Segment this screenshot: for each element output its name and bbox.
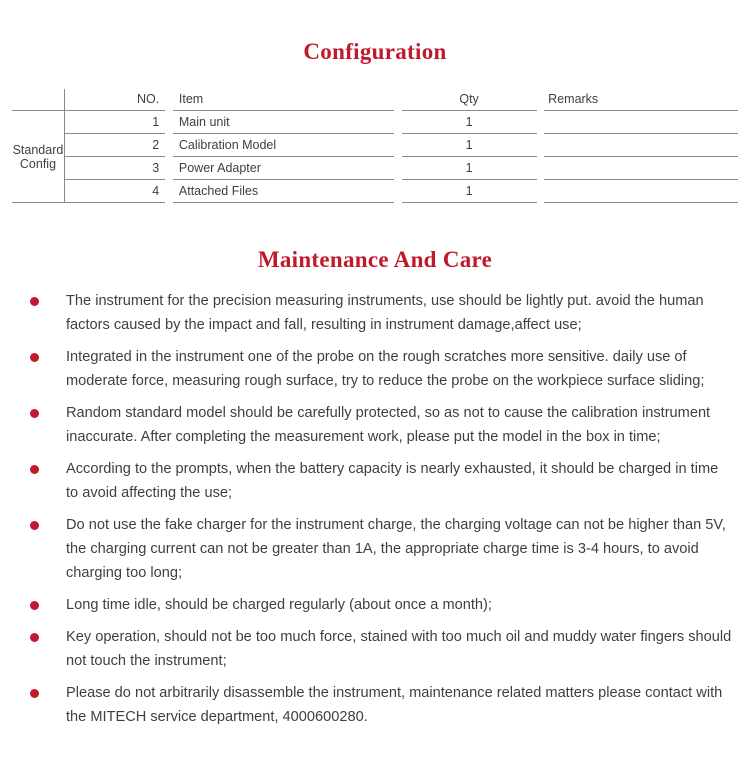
table-header-row (12, 89, 738, 111)
list-item-text: The instrument for the precision measuring instruments, use should be lightly put. avoid the human factors caused by the impact and fall, resulting in instrument damage,affect use; (66, 292, 704, 333)
list-item (24, 625, 734, 673)
spacer (537, 89, 545, 111)
spacer (165, 180, 173, 203)
bullet-icon (30, 465, 39, 474)
cell-no: 2 (64, 134, 165, 157)
spacer (394, 89, 402, 111)
header-no: NO. (64, 89, 165, 111)
cell-remarks (544, 157, 738, 180)
table-row (12, 134, 738, 157)
header-qty: Qty (402, 89, 537, 111)
cell-item: Attached Files (173, 180, 394, 203)
spacer (165, 157, 173, 180)
cell-no: 4 (64, 180, 165, 203)
list-item-text: According to the prompts, when the battery capacity is nearly exhausted, it should be charged in time to avoid affecting the use; (66, 460, 719, 501)
table-row (12, 157, 738, 180)
cell-qty: 1 (402, 111, 537, 134)
table-row (12, 111, 738, 134)
list-item (24, 681, 734, 729)
cell-qty: 1 (402, 157, 537, 180)
list-item (24, 593, 734, 617)
list-item-text: Integrated in the instrument one of the probe on the rough scratches more sensitive. daily use of moderate force, measuring rough surface, try to reduce the probe on the workpiece surface sliding; (66, 348, 705, 389)
row-group-label-line2: Config (19, 156, 57, 171)
list-item (24, 457, 734, 505)
table-row (12, 180, 738, 203)
cell-item: Main unit (173, 111, 394, 134)
spacer (537, 111, 545, 134)
configuration-table (12, 89, 738, 203)
cell-no: 1 (64, 111, 165, 134)
header-remarks: Remarks (544, 89, 738, 111)
list-item (24, 289, 734, 337)
bullet-icon (30, 521, 39, 530)
maintenance-list (0, 289, 750, 729)
row-group-label-line1: Standard (12, 142, 64, 157)
list-item-text: Do not use the fake charger for the instrument charge, the charging voltage can not be higher than 5V, the charging current can not be greater than 1A, the appropriate charge time is 3-4 hours, to avoid charging too long; (66, 516, 726, 581)
list-item (24, 513, 734, 585)
list-item-text: Long time idle, should be charged regularly (about once a month); (66, 596, 492, 613)
row-group-label (12, 111, 64, 203)
list-item-text: Key operation, should not be too much force, stained with too much oil and muddy water fingers should not touch the instrument; (66, 628, 732, 669)
bullet-icon (30, 689, 39, 698)
cell-qty: 1 (402, 180, 537, 203)
bullet-icon (30, 297, 39, 306)
cell-remarks (544, 111, 738, 134)
configuration-table-wrap (0, 89, 750, 203)
spacer (537, 157, 545, 180)
header-group-label-blank (12, 89, 64, 111)
spacer (394, 180, 402, 203)
cell-remarks (544, 134, 738, 157)
cell-remarks (544, 180, 738, 203)
spacer (165, 111, 173, 134)
list-item (24, 345, 734, 393)
header-item: Item (173, 89, 394, 111)
spacer (165, 89, 173, 111)
spacer (394, 157, 402, 180)
cell-no: 3 (64, 157, 165, 180)
maintenance-heading: Maintenance And Care (257, 247, 493, 273)
bullet-icon (30, 601, 39, 610)
list-item-text: Random standard model should be carefully protected, so as not to cause the calibration instrument inaccurate. After completing the measurement work, please put the model in the box in time; (66, 404, 711, 445)
spacer (165, 134, 173, 157)
document-page (0, 15, 750, 770)
list-item (24, 401, 734, 449)
spacer (394, 111, 402, 134)
bullet-icon (30, 409, 39, 418)
spacer (394, 134, 402, 157)
configuration-heading: Configuration (303, 39, 447, 65)
spacer (537, 180, 545, 203)
list-item-text: Please do not arbitrarily disassemble the instrument, maintenance related matters please contact with the MITECH service department, 4000600280. (66, 684, 723, 725)
cell-qty: 1 (402, 134, 537, 157)
cell-item: Calibration Model (173, 134, 394, 157)
bullet-icon (30, 353, 39, 362)
spacer (537, 134, 545, 157)
bullet-icon (30, 633, 39, 642)
cell-item: Power Adapter (173, 157, 394, 180)
